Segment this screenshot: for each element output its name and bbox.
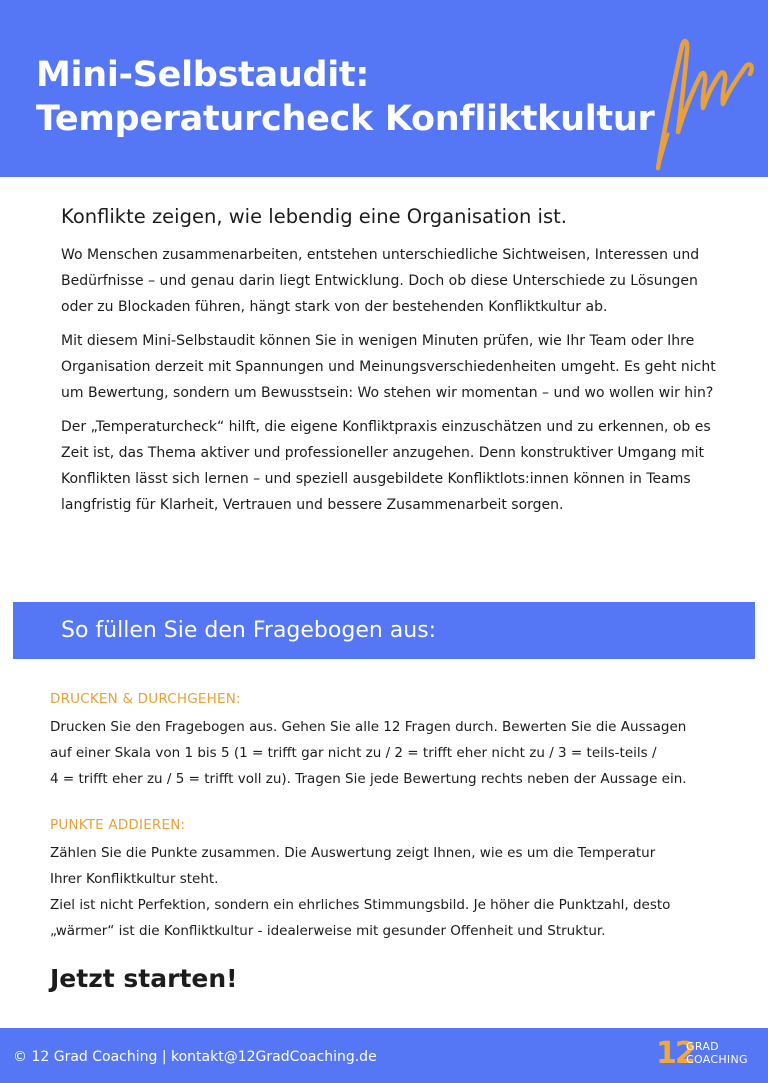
step-add-points-line-4: „wärmer“ ist die Konfliktkultur - idealerweise mit gesunder Offenheit und Struktur. (50, 923, 606, 939)
page-title-line-1: Mini-Selbstaudit: (36, 55, 370, 95)
intro-paragraph-2: Mit diesem Mini-Selbstaudit können Sie in wenigen Minuten prüfen, wie Ihr Team oder Ihre Organisation derzeit mit Spannungen und Meinungsverschiedenheiten umgeht. Es geht nicht um Bewertung, sondern um Bewusstsein: Wo stehen wir momentan – und wo wollen wir hin? (61, 333, 716, 401)
header-banner (0, 0, 768, 177)
orange-scribble-icon (650, 36, 762, 174)
intro-heading: Konflikte zeigen, wie lebendig eine Organisation ist. (61, 205, 567, 228)
step-add-points (50, 815, 730, 944)
step-print-review-line-1: Drucken Sie den Fragebogen aus. Gehen Sie alle 12 Fragen durch. Bewerten Sie die Aussagen (50, 719, 687, 735)
instructions-heading: So füllen Sie den Fragebogen aus: (61, 618, 437, 643)
intro-section (61, 204, 721, 526)
page-title (36, 53, 654, 141)
instructions-banner (13, 602, 755, 659)
step-print-review-line-2: auf einer Skala von 1 bis 5 (1 = trifft gar nicht zu / 2 = trifft eher nicht zu / 3 = teils-teils / (50, 745, 657, 761)
footer (0, 1028, 768, 1083)
intro-paragraph-3: Der „Temperaturcheck“ hilft, die eigene Konfliktpraxis einzuschätzen und zu erkennen, ob es Zeit ist, das Thema aktiver und professioneller anzugehen. Denn konstruktiver Umgang mit Konflikten lässt sich lernen – und speziell ausgebildete Konfliktlots:innen können in Teams langfristig für Klarheit, Vertrauen und bessere Zusammenarbeit sorgen. (61, 419, 711, 513)
step-add-points-line-3: Ziel ist nicht Perfektion, sondern ein ehrliches Stimmungsbild. Je höher die Punktzahl, desto (50, 897, 671, 913)
logo-text-line-2: COACHING (686, 1053, 748, 1066)
step-print-review (50, 689, 730, 792)
step-add-points-line-2: Ihrer Konfliktkultur steht. (50, 871, 219, 887)
footer-contact: © 12 Grad Coaching | kontakt@12GradCoaching.de (13, 1049, 377, 1065)
logo-number: 12 (656, 1036, 694, 1071)
step-add-points-line-1: Zählen Sie die Punkte zusammen. Die Auswertung zeigt Ihnen, wie es um die Temperatur (50, 845, 656, 861)
step-print-review-line-3: 4 = trifft eher zu / 5 = trifft voll zu). Tragen Sie jede Bewertung rechts neben der Aussage ein. (50, 771, 687, 787)
intro-paragraph-1: Wo Menschen zusammenarbeiten, entstehen unterschiedliche Sichtweisen, Interessen und Bedürfnisse – und genau darin liegt Entwicklung. Doch ob diese Unterschiede zu Lösungen oder zu Blockaden führen, hängt stark von der bestehenden Konfliktkultur ab. (61, 247, 700, 315)
brand-logo (656, 1034, 756, 1078)
page-title-line-2: Temperaturcheck Konfliktkultur (36, 99, 655, 139)
logo-text-line-1: GRAD (686, 1040, 719, 1053)
step-print-review-label: DRUCKEN & DURCHGEHEN: (50, 691, 241, 707)
step-add-points-label: PUNKTE ADDIEREN: (50, 817, 186, 833)
call-to-action: Jetzt starten! (50, 964, 238, 993)
